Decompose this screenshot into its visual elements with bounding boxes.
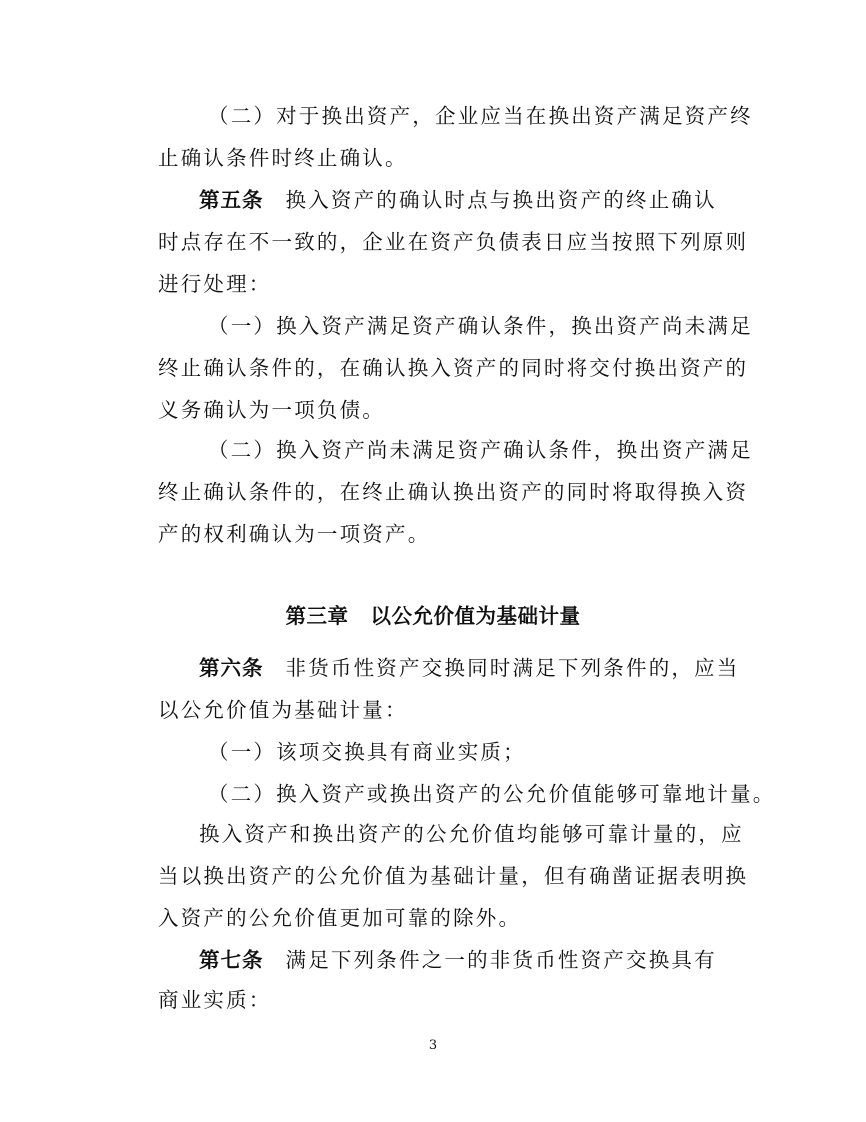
chapter-number: 第三章: [285, 604, 349, 628]
paragraph-line: （一）换入资产满足资产确认条件，换出资产尚未满足: [208, 314, 753, 338]
article-7-text: 满足下列条件之一的非货币性资产交换具有: [285, 948, 717, 972]
paragraph-line: 当以换出资产的公允价值为基础计量，但有确凿证据表明换: [158, 864, 749, 888]
chapter-heading: [0, 601, 866, 631]
article-7-label: 第七条: [199, 948, 264, 972]
paragraph-line: （二）对于换出资产，企业应当在换出资产满足资产终: [208, 104, 753, 128]
paragraph-line: 终止确认条件的，在确认换入资产的同时将交付换出资产的: [158, 356, 749, 380]
paragraph-line: 商业实质：: [158, 988, 272, 1012]
article-5-line: [199, 185, 759, 215]
paragraph-line: 终止确认条件的，在终止确认换出资产的同时将取得换入资: [158, 480, 749, 504]
paragraph-line: 产的权利确认为一项资产。: [158, 522, 431, 546]
paragraph-line: 止确认条件时终止确认。: [158, 146, 408, 170]
paragraph-line: 义务确认为一项负债。: [158, 398, 385, 422]
article-5-text: 换入资产的确认时点与换出资产的终止确认: [285, 188, 717, 212]
article-6-text: 非货币性资产交换同时满足下列条件的，应当: [285, 656, 740, 680]
paragraph-line: 时点存在不一致的，企业在资产负债表日应当按照下列原则: [158, 230, 749, 254]
article-7-line: [199, 945, 759, 975]
paragraph-line: 进行处理：: [158, 272, 272, 296]
paragraph-line: （一）该项交换具有商业实质；: [208, 740, 526, 764]
paragraph-line: 入资产的公允价值更加可靠的除外。: [158, 906, 522, 930]
paragraph-line: 换入资产和换出资产的公允价值均能够可靠计量的，应: [199, 822, 744, 846]
article-6-line: [199, 653, 759, 683]
paragraph-line: 以公允价值为基础计量：: [158, 698, 408, 722]
paragraph-line: （二）换入资产尚未满足资产确认条件，换出资产满足: [208, 438, 753, 462]
article-5-label: 第五条: [199, 188, 264, 212]
paragraph-line: （二）换入资产或换出资产的公允价值能够可靠地计量。: [208, 782, 776, 806]
chapter-title: 以公允价值为基础计量: [370, 604, 581, 628]
article-6-label: 第六条: [199, 656, 264, 680]
page-number: 3: [428, 1038, 438, 1053]
